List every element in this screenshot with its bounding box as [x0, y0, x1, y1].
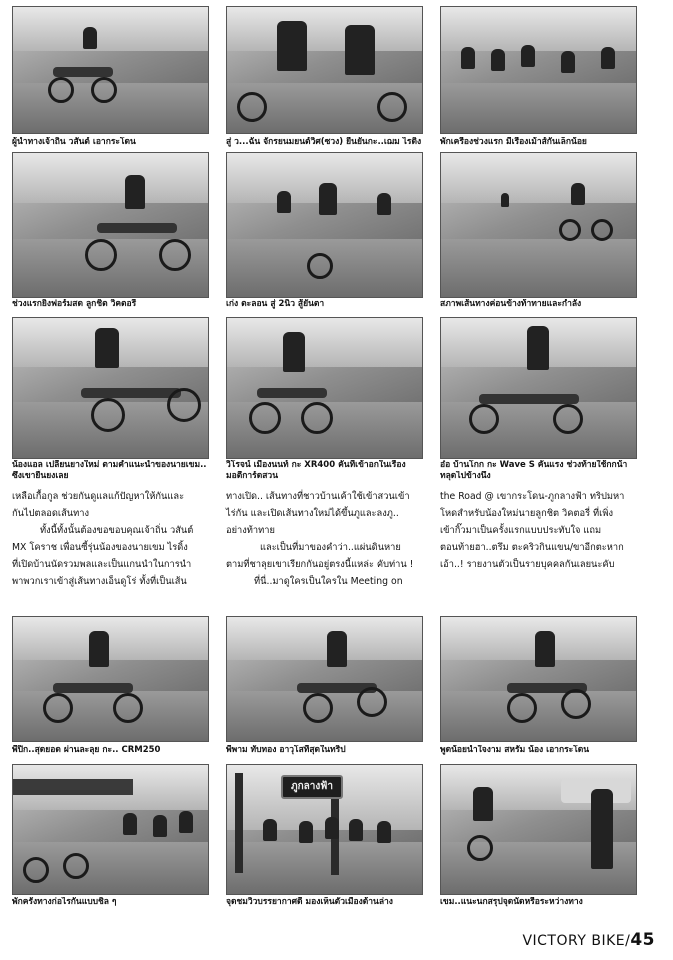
caption-photo-14: จุดชมวิวบรรยากาศดี มองเห็นตัวเมืองด้านล่าง [226, 897, 393, 907]
article-text: ตอนท้ายฮา..ตรึม ตะคริวกินแขน/ขาอีกตะหาก [440, 542, 624, 553]
caption-photo-9a: อ๋อ บ้านโกก กะ Wave S คันแรง ช่วงท้ายใช้กกน้า [440, 460, 628, 470]
photo-riders-posing [226, 6, 423, 134]
article-text: เข้ากิ๊วมาเป็นครั้งแรกแบบประทับใจ แถม [440, 525, 602, 536]
photo-chill-break [12, 764, 209, 895]
viewpoint-sign [281, 775, 343, 799]
photo-viewpoint [226, 764, 423, 895]
photo-rider-trail [12, 6, 209, 134]
article-text: ตามที่ชาลุยเขาเรียกกันอยู่ตรงนี้แหล่ะ คับท่าน ! [226, 559, 414, 570]
caption-photo-4: ช่วงแรกยิงฟอร์มสด ลูกชิต วิคตอรี่ [12, 299, 137, 309]
article-text: ไร่กัน และเปิดเส้นทางใหม่ได้ขึ้นภูและลงภู.. [226, 508, 399, 519]
caption-photo-8a: วิโรจน์ เมืองนนท์ กะ XR400 คันที่เข้าอกในเรื่อง [226, 460, 406, 470]
article-text: อย่างท้าทาย [226, 525, 275, 536]
photo-crm250 [12, 616, 209, 742]
caption-photo-15: เขม..แนะนกสรุปจุดนัดหรือระหว่างทาง [440, 897, 583, 907]
caption-photo-11: พี่พาม ทับทอง อาวุโสที่สุดในทริป [226, 745, 346, 755]
photo-briefing [440, 764, 637, 895]
photo-xr400 [226, 317, 423, 459]
article-text: โหดสำหรับน้องใหม่นายลูกชิต วิคตอรี่ ที่เพิ่ง [440, 508, 613, 519]
article-text: เอ้า..! รายงานตัวเป็นรายบุคคลกันเลยนะคับ [440, 559, 615, 570]
caption-photo-2: สู่ ว...ฉัน จักรยนมยนต์วิศ(ซวง) ยืนยันกะ..เฌม ไรดิ้ง [226, 137, 422, 147]
photo-wave-s [440, 317, 637, 459]
article-column-2 [226, 488, 426, 590]
photo-senior-rider [226, 616, 423, 742]
article-text: และเป็นที่มาของคำว่า..แผ่นดินหาย [260, 542, 401, 553]
article-text: ทั้งนี้ทั้งนั้นต้องขอขอบคุณเจ้าถิ่น วสันต์ [40, 525, 194, 536]
caption-photo-5: เก่ง ตะลอน สู่ 2นิ้ว สู้ยันตา [226, 299, 325, 309]
caption-photo-1: ผู้นำทางเจ้าถิ่น วสันต์ เอากระโดน [12, 137, 136, 147]
article-text: กันไปตลอดเส้นทาง [12, 508, 90, 519]
photo-trail-conditions [440, 152, 637, 298]
article-text: ที่เปิดบ้านนัดรวมพลและเป็นแกนนำในการนำ [12, 559, 192, 570]
article-text: เหลือเกื้อกูล ช่วยกันดูแลแก้ปัญหาให้กันและ [12, 491, 185, 502]
page-footer [522, 930, 655, 950]
article-column-1 [12, 488, 212, 590]
photo-riders-climb [226, 152, 423, 298]
article-text: พาพวกเราเข้าสู่เส้นทางเอ็นดูโร่ ทั้งที่เป็นเส้น [12, 576, 187, 587]
article-text: the Road @ เขากระโดน-ภูกลางฟ้า ทริปมหา [440, 491, 625, 502]
caption-photo-12: พูดน้อยน้ำใจงาม สหรัม น้อง เอากระโดน [440, 745, 590, 755]
viewpoint-sign-text: ภูกลางฟ้า [291, 781, 333, 792]
photo-rider-form [12, 152, 209, 298]
caption-photo-6: สภาพเส้นทางค่อนข้างท้าทายและกำลัง [440, 299, 582, 309]
article-text: ทางเปิด.. เส้นทางที่ชาวบ้านเค้าใช้เข้าสวนเข้า [226, 491, 410, 502]
photo-new-tyre [12, 317, 209, 459]
photo-rest-stop [440, 6, 637, 134]
caption-photo-13: พักครั้งทางก่อไรกันแบบชิล ๆ [12, 897, 117, 907]
caption-photo-7b: ซึ่งเขายืนยงเลย [12, 471, 69, 481]
photo-quiet-rider [440, 616, 637, 742]
caption-photo-3: พักเครื่องช่วงแรก มีเรื่องเม้าส์กันเล็กน้อย [440, 137, 587, 147]
caption-photo-8b: มอตีการ์ดสวน [226, 471, 279, 481]
caption-photo-9b: ทลุดไปข้างนึง [440, 471, 491, 481]
caption-photo-7a: น้องแอล เปลี่ยนยางใหม่ ตามคำแนะนำของนายเขม.. [12, 460, 207, 470]
caption-photo-10: พี่ปิ๊ก..สุดยอด ผ่านละลุย กะ.. CRM250 [12, 745, 161, 755]
article-text: ที่นี่..มาดูใครเป็นใครใน Meeting on [254, 576, 403, 587]
article-text: MX โคราช เพื่อนซี้รุ่นน้องของนายเขม ไรดิ้ง [12, 542, 188, 553]
magazine-name: VICTORY BIKE/ [522, 933, 631, 949]
page-number: 45 [630, 930, 655, 950]
article-column-3 [440, 488, 640, 573]
